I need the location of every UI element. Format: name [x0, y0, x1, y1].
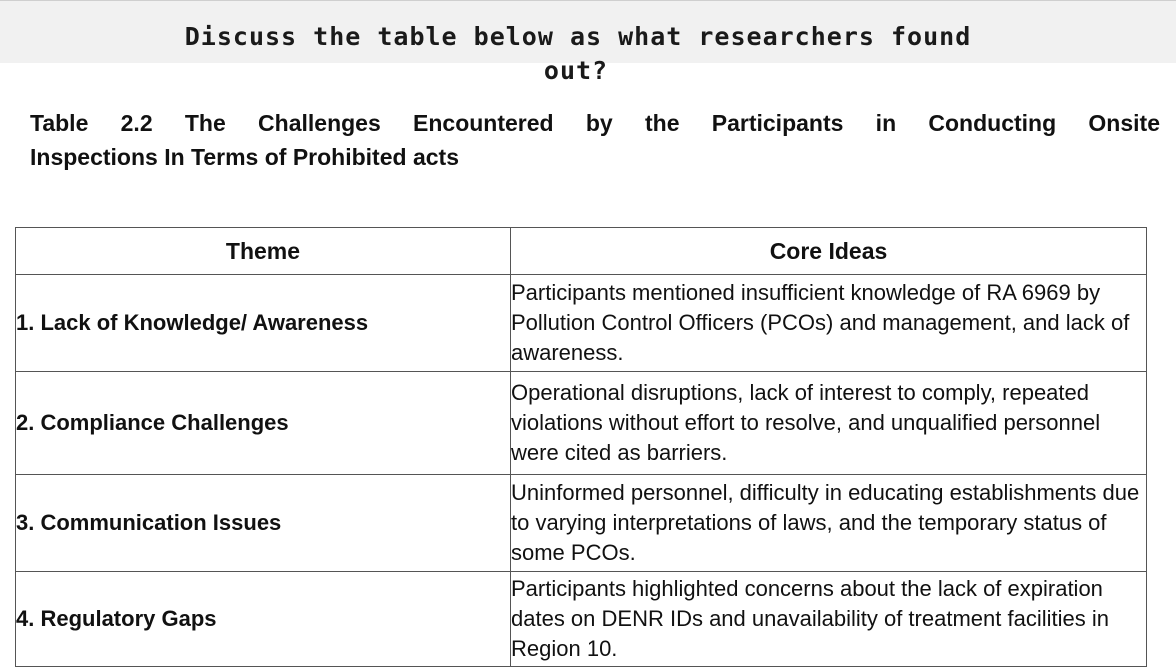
table-caption-line-2: Inspections In Terms of Prohibited acts [30, 144, 459, 170]
table-row [16, 572, 1147, 667]
prompt-line-1: Discuss the table below as what researchers found [184, 22, 972, 51]
theme-cell: 4. Regulatory Gaps [16, 572, 511, 667]
header-core-ideas: Core Ideas [511, 228, 1147, 275]
core-idea-cell: Participants highlighted concerns about the lack of expiration dates on DENR IDs and unavailability of treatment facilities in Region 10. [511, 572, 1147, 667]
core-idea-cell: Uninformed personnel, difficulty in educating establishments due to varying interpretations of laws, and the temporary status of some PCOs. [511, 475, 1147, 572]
core-idea-cell: Participants mentioned insufficient knowledge of RA 6969 by Pollution Control Officers (PCOs) and management, and lack of awareness. [511, 275, 1147, 372]
table-caption-line-1: Table 2.2 The Challenges Encountered by the Participants in Conducting Onsite [30, 110, 1160, 136]
theme-cell: 1. Lack of Knowledge/ Awareness [16, 275, 511, 372]
table-row [16, 372, 1147, 475]
core-idea-cell: Operational disruptions, lack of interest to comply, repeated violations without effort to resolve, and unqualified personnel were cited as barriers. [511, 372, 1147, 475]
header-theme: Theme [16, 228, 511, 275]
table-row [16, 275, 1147, 372]
table-row [16, 475, 1147, 572]
theme-cell: 3. Communication Issues [16, 475, 511, 572]
challenges-table [15, 227, 1147, 667]
prompt-line-2: out? [543, 56, 609, 85]
table-header-row [16, 228, 1147, 275]
theme-cell: 2. Compliance Challenges [16, 372, 511, 475]
